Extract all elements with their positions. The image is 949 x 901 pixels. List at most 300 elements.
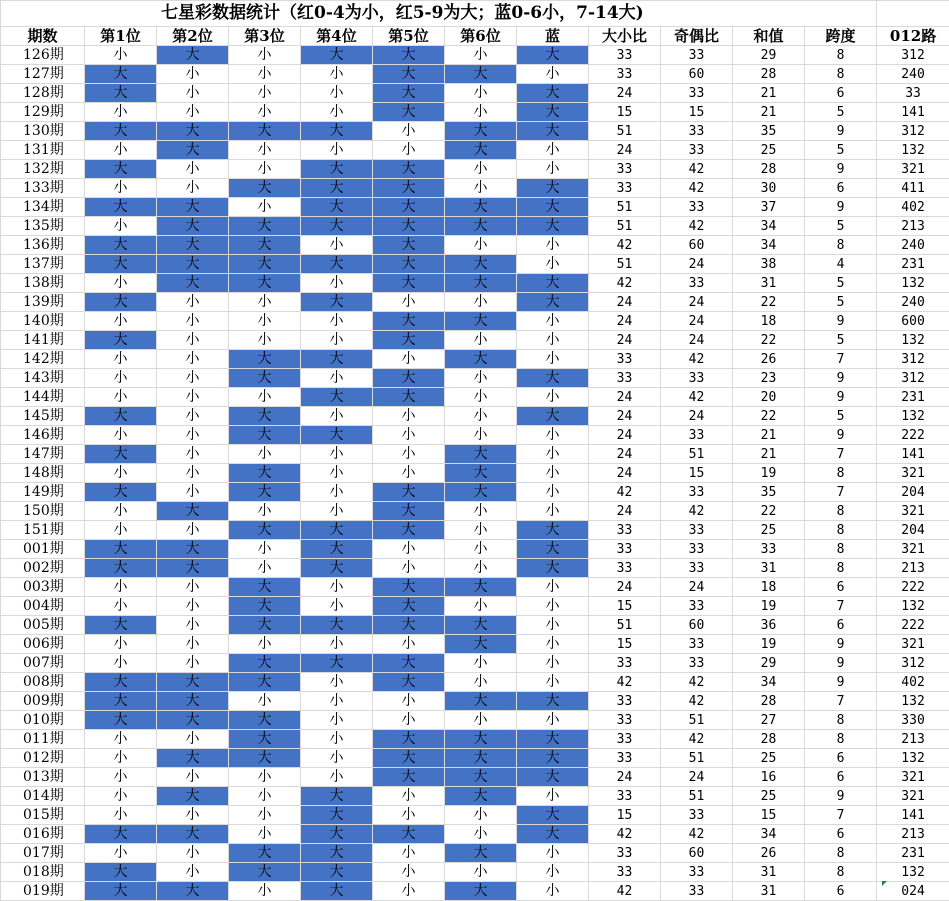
digit-cell[interactable]: 大 <box>85 160 157 179</box>
digit-cell[interactable]: 小 <box>85 464 157 483</box>
blue-cell[interactable]: 大 <box>517 825 589 844</box>
digit-cell[interactable]: 小 <box>157 616 229 635</box>
digit-cell[interactable]: 大 <box>373 578 445 597</box>
digit-cell[interactable]: 小 <box>373 635 445 654</box>
route012-cell[interactable]: 321 <box>877 768 949 787</box>
size-ratio-cell[interactable]: 33 <box>589 863 661 882</box>
span-cell[interactable]: 5 <box>805 274 877 293</box>
parity-ratio-cell[interactable]: 33 <box>661 521 733 540</box>
size-ratio-cell[interactable]: 51 <box>589 217 661 236</box>
route012-cell[interactable]: 132 <box>877 749 949 768</box>
digit-cell[interactable]: 大 <box>301 350 373 369</box>
digit-cell[interactable]: 小 <box>373 141 445 160</box>
parity-ratio-cell[interactable]: 33 <box>661 426 733 445</box>
period-cell[interactable]: 017期 <box>1 844 85 863</box>
digit-cell[interactable]: 大 <box>445 217 517 236</box>
digit-cell[interactable]: 小 <box>301 711 373 730</box>
size-ratio-cell[interactable]: 33 <box>589 46 661 65</box>
digit-cell[interactable]: 小 <box>157 635 229 654</box>
digit-cell[interactable]: 小 <box>229 445 301 464</box>
digit-cell[interactable]: 小 <box>85 578 157 597</box>
blue-cell[interactable]: 大 <box>517 559 589 578</box>
span-cell[interactable]: 8 <box>805 540 877 559</box>
period-cell[interactable]: 016期 <box>1 825 85 844</box>
parity-ratio-cell[interactable]: 24 <box>661 312 733 331</box>
blue-cell[interactable]: 小 <box>517 483 589 502</box>
digit-cell[interactable]: 大 <box>373 198 445 217</box>
period-cell[interactable]: 131期 <box>1 141 85 160</box>
digit-cell[interactable]: 大 <box>229 578 301 597</box>
digit-cell[interactable]: 大 <box>85 673 157 692</box>
size-ratio-cell[interactable]: 33 <box>589 179 661 198</box>
digit-cell[interactable]: 大 <box>85 122 157 141</box>
digit-cell[interactable]: 小 <box>373 806 445 825</box>
period-cell[interactable]: 150期 <box>1 502 85 521</box>
sum-cell[interactable]: 20 <box>733 388 805 407</box>
route012-cell[interactable]: 213 <box>877 825 949 844</box>
route012-cell[interactable]: 312 <box>877 654 949 673</box>
blue-cell[interactable]: 大 <box>517 521 589 540</box>
digit-cell[interactable]: 小 <box>301 673 373 692</box>
digit-cell[interactable]: 大 <box>157 540 229 559</box>
digit-cell[interactable]: 小 <box>373 464 445 483</box>
period-cell[interactable]: 018期 <box>1 863 85 882</box>
digit-cell[interactable]: 大 <box>301 559 373 578</box>
digit-cell[interactable]: 小 <box>445 369 517 388</box>
route012-cell[interactable]: 312 <box>877 350 949 369</box>
digit-cell[interactable]: 大 <box>229 654 301 673</box>
route012-cell[interactable]: 321 <box>877 540 949 559</box>
span-cell[interactable]: 9 <box>805 673 877 692</box>
period-cell[interactable]: 148期 <box>1 464 85 483</box>
parity-ratio-cell[interactable]: 33 <box>661 198 733 217</box>
digit-cell[interactable]: 大 <box>157 198 229 217</box>
digit-cell[interactable]: 大 <box>445 635 517 654</box>
parity-ratio-cell[interactable]: 42 <box>661 825 733 844</box>
blue-cell[interactable]: 小 <box>517 863 589 882</box>
span-cell[interactable]: 7 <box>805 806 877 825</box>
size-ratio-cell[interactable]: 15 <box>589 635 661 654</box>
parity-ratio-cell[interactable]: 33 <box>661 274 733 293</box>
period-cell[interactable]: 151期 <box>1 521 85 540</box>
digit-cell[interactable]: 大 <box>373 312 445 331</box>
digit-cell[interactable]: 大 <box>445 350 517 369</box>
digit-cell[interactable]: 小 <box>445 825 517 844</box>
digit-cell[interactable]: 大 <box>157 825 229 844</box>
parity-ratio-cell[interactable]: 33 <box>661 483 733 502</box>
blue-cell[interactable]: 小 <box>517 578 589 597</box>
digit-cell[interactable]: 大 <box>301 179 373 198</box>
size-ratio-cell[interactable]: 42 <box>589 673 661 692</box>
header-route012[interactable]: 012路 <box>877 27 949 46</box>
size-ratio-cell[interactable]: 24 <box>589 293 661 312</box>
digit-cell[interactable]: 小 <box>157 464 229 483</box>
span-cell[interactable]: 6 <box>805 825 877 844</box>
parity-ratio-cell[interactable]: 51 <box>661 445 733 464</box>
size-ratio-cell[interactable]: 24 <box>589 331 661 350</box>
digit-cell[interactable]: 大 <box>157 141 229 160</box>
digit-cell[interactable]: 小 <box>445 426 517 445</box>
blue-cell[interactable]: 小 <box>517 597 589 616</box>
digit-cell[interactable]: 小 <box>301 407 373 426</box>
digit-cell[interactable]: 大 <box>373 103 445 122</box>
digit-cell[interactable]: 小 <box>373 445 445 464</box>
size-ratio-cell[interactable]: 15 <box>589 597 661 616</box>
digit-cell[interactable]: 大 <box>85 331 157 350</box>
sum-cell[interactable]: 25 <box>733 787 805 806</box>
size-ratio-cell[interactable]: 24 <box>589 141 661 160</box>
span-cell[interactable]: 8 <box>805 844 877 863</box>
digit-cell[interactable]: 大 <box>301 426 373 445</box>
blue-cell[interactable]: 大 <box>517 407 589 426</box>
parity-ratio-cell[interactable]: 42 <box>661 217 733 236</box>
digit-cell[interactable]: 小 <box>301 445 373 464</box>
route012-cell[interactable]: 222 <box>877 578 949 597</box>
sum-cell[interactable]: 26 <box>733 350 805 369</box>
span-cell[interactable]: 8 <box>805 236 877 255</box>
digit-cell[interactable]: 大 <box>157 502 229 521</box>
sum-cell[interactable]: 22 <box>733 331 805 350</box>
sum-cell[interactable]: 31 <box>733 559 805 578</box>
digit-cell[interactable]: 大 <box>85 882 157 901</box>
header-period[interactable]: 期数 <box>1 27 85 46</box>
digit-cell[interactable]: 小 <box>445 711 517 730</box>
digit-cell[interactable]: 小 <box>157 331 229 350</box>
size-ratio-cell[interactable]: 51 <box>589 198 661 217</box>
span-cell[interactable]: 6 <box>805 749 877 768</box>
digit-cell[interactable]: 大 <box>85 540 157 559</box>
digit-cell[interactable]: 小 <box>445 673 517 692</box>
period-cell[interactable]: 008期 <box>1 673 85 692</box>
sum-cell[interactable]: 18 <box>733 578 805 597</box>
period-cell[interactable]: 134期 <box>1 198 85 217</box>
span-cell[interactable]: 6 <box>805 578 877 597</box>
digit-cell[interactable]: 小 <box>229 540 301 559</box>
digit-cell[interactable]: 大 <box>301 616 373 635</box>
span-cell[interactable]: 9 <box>805 198 877 217</box>
digit-cell[interactable]: 小 <box>157 806 229 825</box>
digit-cell[interactable]: 大 <box>373 654 445 673</box>
period-cell[interactable]: 014期 <box>1 787 85 806</box>
route012-cell[interactable]: 402 <box>877 673 949 692</box>
digit-cell[interactable]: 大 <box>229 521 301 540</box>
span-cell[interactable]: 5 <box>805 141 877 160</box>
digit-cell[interactable]: 小 <box>229 806 301 825</box>
period-cell[interactable]: 140期 <box>1 312 85 331</box>
size-ratio-cell[interactable]: 33 <box>589 711 661 730</box>
sum-cell[interactable]: 35 <box>733 483 805 502</box>
digit-cell[interactable]: 大 <box>229 863 301 882</box>
period-cell[interactable]: 004期 <box>1 597 85 616</box>
size-ratio-cell[interactable]: 24 <box>589 426 661 445</box>
digit-cell[interactable]: 大 <box>373 730 445 749</box>
digit-cell[interactable]: 小 <box>301 597 373 616</box>
blue-cell[interactable]: 小 <box>517 635 589 654</box>
header-span[interactable]: 跨度 <box>805 27 877 46</box>
route012-cell[interactable]: 024 <box>877 882 949 901</box>
digit-cell[interactable]: 大 <box>301 122 373 141</box>
span-cell[interactable]: 8 <box>805 863 877 882</box>
digit-cell[interactable]: 小 <box>445 540 517 559</box>
header-parity-ratio[interactable]: 奇偶比 <box>661 27 733 46</box>
sum-cell[interactable]: 16 <box>733 768 805 787</box>
digit-cell[interactable]: 大 <box>229 749 301 768</box>
digit-cell[interactable]: 大 <box>301 863 373 882</box>
sum-cell[interactable]: 36 <box>733 616 805 635</box>
digit-cell[interactable]: 大 <box>229 483 301 502</box>
digit-cell[interactable]: 小 <box>85 388 157 407</box>
digit-cell[interactable]: 小 <box>157 407 229 426</box>
digit-cell[interactable]: 小 <box>445 84 517 103</box>
digit-cell[interactable]: 小 <box>229 141 301 160</box>
route012-cell[interactable]: 132 <box>877 407 949 426</box>
blue-cell[interactable]: 大 <box>517 122 589 141</box>
digit-cell[interactable]: 大 <box>373 274 445 293</box>
route012-cell[interactable]: 321 <box>877 787 949 806</box>
span-cell[interactable]: 9 <box>805 160 877 179</box>
digit-cell[interactable]: 大 <box>85 236 157 255</box>
parity-ratio-cell[interactable]: 42 <box>661 179 733 198</box>
parity-ratio-cell[interactable]: 60 <box>661 844 733 863</box>
blue-cell[interactable]: 大 <box>517 198 589 217</box>
period-cell[interactable]: 144期 <box>1 388 85 407</box>
route012-cell[interactable]: 204 <box>877 521 949 540</box>
digit-cell[interactable]: 小 <box>85 274 157 293</box>
parity-ratio-cell[interactable]: 33 <box>661 863 733 882</box>
digit-cell[interactable]: 小 <box>445 388 517 407</box>
span-cell[interactable]: 5 <box>805 293 877 312</box>
digit-cell[interactable]: 小 <box>157 65 229 84</box>
sum-cell[interactable]: 22 <box>733 407 805 426</box>
period-cell[interactable]: 011期 <box>1 730 85 749</box>
parity-ratio-cell[interactable]: 51 <box>661 711 733 730</box>
digit-cell[interactable]: 大 <box>373 46 445 65</box>
digit-cell[interactable]: 小 <box>85 654 157 673</box>
route012-cell[interactable]: 231 <box>877 255 949 274</box>
digit-cell[interactable]: 小 <box>85 179 157 198</box>
parity-ratio-cell[interactable]: 60 <box>661 236 733 255</box>
size-ratio-cell[interactable]: 15 <box>589 103 661 122</box>
digit-cell[interactable]: 大 <box>157 255 229 274</box>
digit-cell[interactable]: 小 <box>373 559 445 578</box>
digit-cell[interactable]: 小 <box>445 293 517 312</box>
sum-cell[interactable]: 31 <box>733 863 805 882</box>
digit-cell[interactable]: 大 <box>301 787 373 806</box>
digit-cell[interactable]: 小 <box>445 502 517 521</box>
size-ratio-cell[interactable]: 42 <box>589 882 661 901</box>
digit-cell[interactable]: 大 <box>373 483 445 502</box>
digit-cell[interactable]: 小 <box>373 882 445 901</box>
size-ratio-cell[interactable]: 42 <box>589 236 661 255</box>
sum-cell[interactable]: 21 <box>733 84 805 103</box>
sum-cell[interactable]: 28 <box>733 65 805 84</box>
span-cell[interactable]: 6 <box>805 768 877 787</box>
sum-cell[interactable]: 28 <box>733 160 805 179</box>
digit-cell[interactable]: 大 <box>373 65 445 84</box>
period-cell[interactable]: 013期 <box>1 768 85 787</box>
blue-cell[interactable]: 小 <box>517 160 589 179</box>
digit-cell[interactable]: 小 <box>85 806 157 825</box>
digit-cell[interactable]: 小 <box>229 692 301 711</box>
digit-cell[interactable]: 小 <box>229 502 301 521</box>
route012-cell[interactable]: 141 <box>877 445 949 464</box>
period-cell[interactable]: 128期 <box>1 84 85 103</box>
route012-cell[interactable]: 132 <box>877 692 949 711</box>
period-cell[interactable]: 130期 <box>1 122 85 141</box>
route012-cell[interactable]: 240 <box>877 293 949 312</box>
size-ratio-cell[interactable]: 42 <box>589 825 661 844</box>
span-cell[interactable]: 5 <box>805 331 877 350</box>
title-tail-cell[interactable] <box>877 1 949 27</box>
span-cell[interactable]: 8 <box>805 711 877 730</box>
digit-cell[interactable]: 大 <box>373 179 445 198</box>
digit-cell[interactable]: 小 <box>373 844 445 863</box>
digit-cell[interactable]: 大 <box>445 141 517 160</box>
sum-cell[interactable]: 25 <box>733 749 805 768</box>
route012-cell[interactable]: 132 <box>877 141 949 160</box>
sum-cell[interactable]: 30 <box>733 179 805 198</box>
digit-cell[interactable]: 小 <box>445 331 517 350</box>
blue-cell[interactable]: 小 <box>517 236 589 255</box>
digit-cell[interactable]: 小 <box>85 141 157 160</box>
sum-cell[interactable]: 21 <box>733 426 805 445</box>
digit-cell[interactable]: 小 <box>157 768 229 787</box>
digit-cell[interactable]: 大 <box>157 692 229 711</box>
header-pos2[interactable]: 第2位 <box>157 27 229 46</box>
digit-cell[interactable]: 大 <box>85 692 157 711</box>
route012-cell[interactable]: 204 <box>877 483 949 502</box>
digit-cell[interactable]: 大 <box>373 616 445 635</box>
digit-cell[interactable]: 大 <box>157 882 229 901</box>
digit-cell[interactable]: 小 <box>229 768 301 787</box>
sum-cell[interactable]: 28 <box>733 692 805 711</box>
digit-cell[interactable]: 大 <box>301 160 373 179</box>
digit-cell[interactable]: 大 <box>373 673 445 692</box>
sum-cell[interactable]: 26 <box>733 844 805 863</box>
digit-cell[interactable]: 大 <box>373 388 445 407</box>
span-cell[interactable]: 5 <box>805 217 877 236</box>
sum-cell[interactable]: 25 <box>733 521 805 540</box>
digit-cell[interactable]: 大 <box>85 825 157 844</box>
sum-cell[interactable]: 19 <box>733 635 805 654</box>
route012-cell[interactable]: 222 <box>877 616 949 635</box>
span-cell[interactable]: 9 <box>805 122 877 141</box>
route012-cell[interactable]: 312 <box>877 369 949 388</box>
size-ratio-cell[interactable]: 51 <box>589 616 661 635</box>
blue-cell[interactable]: 小 <box>517 426 589 445</box>
blue-cell[interactable]: 大 <box>517 217 589 236</box>
route012-cell[interactable]: 600 <box>877 312 949 331</box>
digit-cell[interactable]: 大 <box>157 122 229 141</box>
digit-cell[interactable]: 大 <box>445 882 517 901</box>
digit-cell[interactable]: 小 <box>445 407 517 426</box>
blue-cell[interactable]: 大 <box>517 749 589 768</box>
parity-ratio-cell[interactable]: 33 <box>661 369 733 388</box>
digit-cell[interactable]: 小 <box>157 445 229 464</box>
digit-cell[interactable]: 大 <box>301 825 373 844</box>
digit-cell[interactable]: 小 <box>301 464 373 483</box>
digit-cell[interactable]: 大 <box>85 616 157 635</box>
size-ratio-cell[interactable]: 33 <box>589 730 661 749</box>
route012-cell[interactable]: 330 <box>877 711 949 730</box>
parity-ratio-cell[interactable]: 24 <box>661 293 733 312</box>
parity-ratio-cell[interactable]: 42 <box>661 673 733 692</box>
digit-cell[interactable]: 小 <box>445 521 517 540</box>
blue-cell[interactable]: 小 <box>517 312 589 331</box>
digit-cell[interactable]: 小 <box>157 597 229 616</box>
digit-cell[interactable]: 大 <box>445 483 517 502</box>
size-ratio-cell[interactable]: 33 <box>589 692 661 711</box>
sum-cell[interactable]: 18 <box>733 312 805 331</box>
header-pos3[interactable]: 第3位 <box>229 27 301 46</box>
blue-cell[interactable]: 大 <box>517 692 589 711</box>
digit-cell[interactable]: 大 <box>229 122 301 141</box>
digit-cell[interactable]: 大 <box>85 407 157 426</box>
parity-ratio-cell[interactable]: 51 <box>661 749 733 768</box>
size-ratio-cell[interactable]: 51 <box>589 255 661 274</box>
size-ratio-cell[interactable]: 33 <box>589 540 661 559</box>
blue-cell[interactable]: 小 <box>517 331 589 350</box>
digit-cell[interactable]: 大 <box>157 274 229 293</box>
parity-ratio-cell[interactable]: 33 <box>661 806 733 825</box>
digit-cell[interactable]: 大 <box>229 426 301 445</box>
digit-cell[interactable]: 大 <box>445 255 517 274</box>
digit-cell[interactable]: 大 <box>301 540 373 559</box>
digit-cell[interactable]: 大 <box>301 882 373 901</box>
digit-cell[interactable]: 小 <box>445 103 517 122</box>
size-ratio-cell[interactable]: 42 <box>589 483 661 502</box>
digit-cell[interactable]: 小 <box>229 65 301 84</box>
digit-cell[interactable]: 大 <box>373 597 445 616</box>
parity-ratio-cell[interactable]: 33 <box>661 122 733 141</box>
period-cell[interactable]: 133期 <box>1 179 85 198</box>
digit-cell[interactable]: 小 <box>229 46 301 65</box>
digit-cell[interactable]: 大 <box>157 217 229 236</box>
digit-cell[interactable]: 小 <box>301 768 373 787</box>
sum-cell[interactable]: 37 <box>733 198 805 217</box>
digit-cell[interactable]: 大 <box>229 274 301 293</box>
digit-cell[interactable]: 小 <box>301 84 373 103</box>
blue-cell[interactable]: 小 <box>517 388 589 407</box>
route012-cell[interactable]: 312 <box>877 46 949 65</box>
digit-cell[interactable]: 小 <box>157 578 229 597</box>
span-cell[interactable]: 8 <box>805 559 877 578</box>
sum-cell[interactable]: 35 <box>733 122 805 141</box>
digit-cell[interactable]: 小 <box>301 369 373 388</box>
digit-cell[interactable]: 大 <box>229 597 301 616</box>
digit-cell[interactable]: 小 <box>229 312 301 331</box>
blue-cell[interactable]: 大 <box>517 179 589 198</box>
digit-cell[interactable]: 小 <box>85 597 157 616</box>
sum-cell[interactable]: 31 <box>733 882 805 901</box>
size-ratio-cell[interactable]: 33 <box>589 350 661 369</box>
blue-cell[interactable]: 大 <box>517 274 589 293</box>
size-ratio-cell[interactable]: 24 <box>589 464 661 483</box>
digit-cell[interactable]: 小 <box>301 483 373 502</box>
digit-cell[interactable]: 小 <box>373 426 445 445</box>
digit-cell[interactable]: 小 <box>373 540 445 559</box>
digit-cell[interactable]: 大 <box>229 673 301 692</box>
size-ratio-cell[interactable]: 33 <box>589 844 661 863</box>
span-cell[interactable]: 9 <box>805 635 877 654</box>
digit-cell[interactable]: 小 <box>157 863 229 882</box>
digit-cell[interactable]: 小 <box>85 768 157 787</box>
digit-cell[interactable]: 小 <box>445 559 517 578</box>
period-cell[interactable]: 139期 <box>1 293 85 312</box>
digit-cell[interactable]: 小 <box>85 426 157 445</box>
digit-cell[interactable]: 大 <box>157 787 229 806</box>
header-pos6[interactable]: 第6位 <box>445 27 517 46</box>
